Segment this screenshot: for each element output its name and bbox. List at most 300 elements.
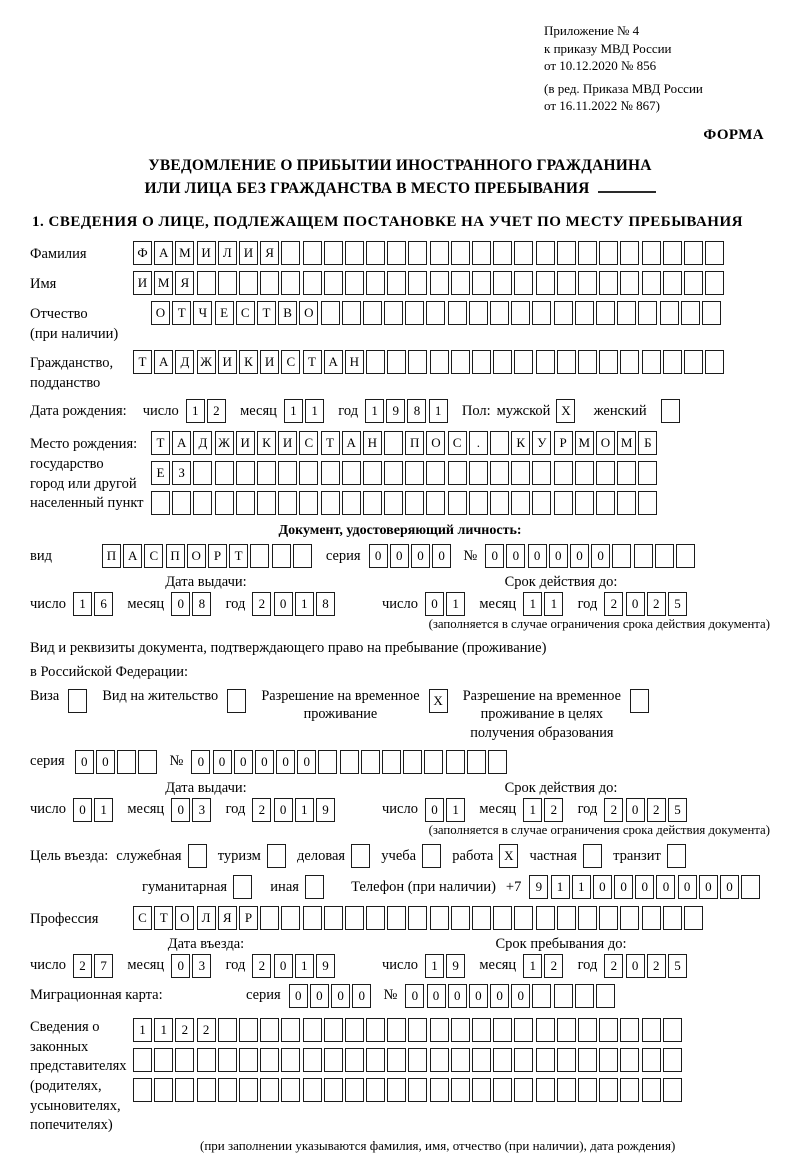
- cell[interactable]: 0: [171, 798, 190, 822]
- cell[interactable]: [705, 241, 724, 265]
- cell[interactable]: 0: [96, 750, 115, 774]
- cell[interactable]: [239, 1018, 258, 1042]
- cell[interactable]: [684, 241, 703, 265]
- cell[interactable]: 7: [94, 954, 113, 978]
- cell[interactable]: [345, 906, 364, 930]
- name-cells[interactable]: [133, 271, 726, 295]
- cell[interactable]: И: [197, 241, 216, 265]
- cell[interactable]: [490, 461, 509, 485]
- representatives-cells-row1[interactable]: [133, 1018, 684, 1042]
- cell[interactable]: [342, 301, 361, 325]
- purpose-checkbox[interactable]: [583, 844, 604, 868]
- cell[interactable]: К: [257, 431, 276, 455]
- cell[interactable]: [299, 491, 318, 515]
- purpose-checkbox[interactable]: [233, 875, 254, 899]
- cell[interactable]: С: [448, 431, 467, 455]
- cell[interactable]: [661, 399, 680, 423]
- cell[interactable]: [557, 241, 576, 265]
- cell[interactable]: [408, 1078, 427, 1102]
- cell[interactable]: [227, 689, 246, 713]
- cell[interactable]: [493, 350, 512, 374]
- cell[interactable]: [430, 1078, 449, 1102]
- cell[interactable]: [236, 491, 255, 515]
- cell[interactable]: [620, 271, 639, 295]
- cell[interactable]: [218, 271, 237, 295]
- cell[interactable]: [536, 271, 555, 295]
- cell[interactable]: Т: [303, 350, 322, 374]
- cell[interactable]: [490, 491, 509, 515]
- cell[interactable]: 1: [305, 399, 324, 423]
- cell[interactable]: Ч: [193, 301, 212, 325]
- cell[interactable]: [303, 241, 322, 265]
- residence-issue-month[interactable]: [171, 798, 213, 822]
- cell[interactable]: [303, 1078, 322, 1102]
- cell[interactable]: [681, 301, 700, 325]
- cell[interactable]: 5: [668, 592, 687, 616]
- cell[interactable]: [342, 461, 361, 485]
- cell[interactable]: [193, 491, 212, 515]
- cell[interactable]: [557, 906, 576, 930]
- cell[interactable]: Д: [175, 350, 194, 374]
- cell[interactable]: [620, 241, 639, 265]
- cell[interactable]: [133, 1078, 152, 1102]
- cell[interactable]: [620, 1078, 639, 1102]
- patronymic-cells[interactable]: [151, 301, 723, 325]
- cell[interactable]: [599, 350, 618, 374]
- cell[interactable]: [467, 750, 486, 774]
- cell[interactable]: 1: [365, 399, 384, 423]
- cell[interactable]: 0: [427, 984, 446, 1008]
- migration-number-cells[interactable]: [405, 984, 617, 1008]
- cell[interactable]: [469, 461, 488, 485]
- cell[interactable]: 2: [604, 798, 623, 822]
- cell[interactable]: 0: [528, 544, 547, 568]
- cell[interactable]: [175, 1078, 194, 1102]
- cell[interactable]: 0: [191, 750, 210, 774]
- cell[interactable]: П: [102, 544, 121, 568]
- cell[interactable]: [448, 301, 467, 325]
- cell[interactable]: [382, 750, 401, 774]
- cell[interactable]: [345, 1018, 364, 1042]
- cell[interactable]: 0: [289, 984, 308, 1008]
- cell[interactable]: 1: [284, 399, 303, 423]
- cell[interactable]: [617, 461, 636, 485]
- cell[interactable]: 1: [523, 954, 542, 978]
- cell[interactable]: [617, 491, 636, 515]
- cell[interactable]: 1: [295, 798, 314, 822]
- cell[interactable]: 3: [192, 954, 211, 978]
- cell[interactable]: [532, 984, 551, 1008]
- cell[interactable]: А: [172, 431, 191, 455]
- cell[interactable]: [408, 1018, 427, 1042]
- cell[interactable]: [239, 1048, 258, 1072]
- option-temp-residence-checkbox[interactable]: [429, 687, 450, 713]
- cell[interactable]: А: [154, 350, 173, 374]
- cell[interactable]: О: [175, 906, 194, 930]
- identity-expiry-month[interactable]: [523, 592, 565, 616]
- cell[interactable]: [612, 544, 631, 568]
- cell[interactable]: 0: [570, 544, 589, 568]
- cell[interactable]: [188, 844, 207, 868]
- entry-year[interactable]: [252, 954, 337, 978]
- cell[interactable]: 0: [390, 544, 409, 568]
- cell[interactable]: 0: [626, 954, 645, 978]
- cell[interactable]: [578, 241, 597, 265]
- cell[interactable]: 2: [252, 954, 271, 978]
- cell[interactable]: Я: [218, 906, 237, 930]
- cell[interactable]: 0: [626, 798, 645, 822]
- cell[interactable]: [384, 431, 403, 455]
- cell[interactable]: 0: [276, 750, 295, 774]
- purpose-checkbox[interactable]: [351, 844, 372, 868]
- cell[interactable]: [151, 491, 170, 515]
- cell[interactable]: Я: [260, 241, 279, 265]
- cell[interactable]: [324, 1048, 343, 1072]
- cell[interactable]: [620, 906, 639, 930]
- cell[interactable]: [281, 1048, 300, 1072]
- cell[interactable]: Р: [208, 544, 227, 568]
- cell[interactable]: [215, 461, 234, 485]
- cell[interactable]: [684, 906, 703, 930]
- cell[interactable]: [667, 844, 686, 868]
- cell[interactable]: [451, 241, 470, 265]
- cell[interactable]: [324, 241, 343, 265]
- identity-issue-month[interactable]: [171, 592, 213, 616]
- cell[interactable]: [620, 1048, 639, 1072]
- cell[interactable]: [267, 844, 286, 868]
- birth-place-cells-row2[interactable]: [151, 461, 660, 485]
- cell[interactable]: С: [133, 906, 152, 930]
- cell[interactable]: [430, 241, 449, 265]
- cell[interactable]: [260, 1078, 279, 1102]
- cell[interactable]: [451, 1018, 470, 1042]
- cell[interactable]: [557, 271, 576, 295]
- cell[interactable]: Е: [151, 461, 170, 485]
- representatives-cells-row3[interactable]: [133, 1078, 684, 1102]
- cell[interactable]: [575, 491, 594, 515]
- cell[interactable]: 1: [295, 592, 314, 616]
- stay-month[interactable]: [523, 954, 565, 978]
- cell[interactable]: 0: [297, 750, 316, 774]
- cell[interactable]: [218, 1078, 237, 1102]
- cell[interactable]: Т: [172, 301, 191, 325]
- cell[interactable]: [663, 1018, 682, 1042]
- cell[interactable]: М: [154, 271, 173, 295]
- cell[interactable]: 8: [316, 592, 335, 616]
- cell[interactable]: [324, 1078, 343, 1102]
- cell[interactable]: [154, 1078, 173, 1102]
- cell[interactable]: [408, 1048, 427, 1072]
- cell[interactable]: К: [239, 350, 258, 374]
- cell[interactable]: [324, 906, 343, 930]
- cell[interactable]: [488, 750, 507, 774]
- cell[interactable]: А: [154, 241, 173, 265]
- cell[interactable]: 1: [94, 798, 113, 822]
- cell[interactable]: [68, 689, 87, 713]
- cell[interactable]: М: [575, 431, 594, 455]
- cell[interactable]: [154, 1048, 173, 1072]
- cell[interactable]: [514, 271, 533, 295]
- cell[interactable]: [472, 1078, 491, 1102]
- cell[interactable]: [557, 1078, 576, 1102]
- cell[interactable]: [554, 984, 573, 1008]
- cell[interactable]: [218, 1018, 237, 1042]
- cell[interactable]: [260, 1048, 279, 1072]
- cell[interactable]: [451, 1078, 470, 1102]
- residence-series-cells[interactable]: [75, 750, 160, 774]
- doc-kind-cells[interactable]: [102, 544, 314, 568]
- cell[interactable]: [351, 844, 370, 868]
- cell[interactable]: [387, 271, 406, 295]
- cell[interactable]: 0: [591, 544, 610, 568]
- cell[interactable]: [575, 301, 594, 325]
- cell[interactable]: [303, 271, 322, 295]
- cell[interactable]: [514, 1018, 533, 1042]
- cell[interactable]: И: [133, 271, 152, 295]
- cell[interactable]: [303, 906, 322, 930]
- cell[interactable]: 5: [668, 798, 687, 822]
- representatives-cells-row2[interactable]: [133, 1048, 684, 1072]
- cell[interactable]: [345, 271, 364, 295]
- cell[interactable]: [197, 1078, 216, 1102]
- cell[interactable]: Д: [193, 431, 212, 455]
- cell[interactable]: [305, 875, 324, 899]
- cell[interactable]: [663, 241, 682, 265]
- cell[interactable]: 2: [252, 592, 271, 616]
- cell[interactable]: 3: [192, 798, 211, 822]
- cell[interactable]: П: [166, 544, 185, 568]
- cell[interactable]: [599, 271, 618, 295]
- cell[interactable]: [260, 906, 279, 930]
- birth-place-cells-row1[interactable]: [151, 431, 660, 455]
- cell[interactable]: У: [532, 431, 551, 455]
- cell[interactable]: [172, 491, 191, 515]
- entry-month[interactable]: [171, 954, 213, 978]
- cell[interactable]: [514, 350, 533, 374]
- cell[interactable]: Т: [154, 906, 173, 930]
- cell[interactable]: [260, 271, 279, 295]
- birth-month-cells[interactable]: [284, 399, 326, 423]
- cell[interactable]: И: [239, 241, 258, 265]
- cell[interactable]: [366, 271, 385, 295]
- cell[interactable]: 9: [316, 954, 335, 978]
- cell[interactable]: 1: [425, 954, 444, 978]
- cell[interactable]: [239, 1078, 258, 1102]
- cell[interactable]: [655, 544, 674, 568]
- cell[interactable]: [293, 544, 312, 568]
- cell[interactable]: 0: [411, 544, 430, 568]
- cell[interactable]: 1: [544, 592, 563, 616]
- cell[interactable]: [469, 491, 488, 515]
- identity-expiry-day[interactable]: [425, 592, 467, 616]
- purpose-checkbox[interactable]: [667, 844, 688, 868]
- cell[interactable]: [366, 1018, 385, 1042]
- cell[interactable]: [197, 271, 216, 295]
- cell[interactable]: [345, 1078, 364, 1102]
- cell[interactable]: 0: [720, 875, 739, 899]
- cell[interactable]: [363, 461, 382, 485]
- cell[interactable]: Л: [218, 241, 237, 265]
- cell[interactable]: [684, 350, 703, 374]
- cell[interactable]: [511, 301, 530, 325]
- cell[interactable]: [408, 906, 427, 930]
- cell[interactable]: [596, 491, 615, 515]
- cell[interactable]: [578, 350, 597, 374]
- cell[interactable]: 0: [490, 984, 509, 1008]
- cell[interactable]: 1: [572, 875, 591, 899]
- cell[interactable]: 1: [154, 1018, 173, 1042]
- cell[interactable]: [578, 1078, 597, 1102]
- cell[interactable]: [472, 906, 491, 930]
- cell[interactable]: [446, 750, 465, 774]
- cell[interactable]: [272, 544, 291, 568]
- option-visa-checkbox[interactable]: [68, 687, 89, 713]
- cell[interactable]: [596, 461, 615, 485]
- cell[interactable]: [363, 301, 382, 325]
- cell[interactable]: Р: [554, 431, 573, 455]
- cell[interactable]: О: [426, 431, 445, 455]
- cell[interactable]: Т: [257, 301, 276, 325]
- cell[interactable]: [620, 350, 639, 374]
- cell[interactable]: [596, 301, 615, 325]
- cell[interactable]: [426, 461, 445, 485]
- purpose-checkbox[interactable]: [422, 844, 443, 868]
- cell[interactable]: [578, 1018, 597, 1042]
- cell[interactable]: 2: [604, 592, 623, 616]
- cell[interactable]: [345, 1048, 364, 1072]
- cell[interactable]: [387, 1078, 406, 1102]
- cell[interactable]: 2: [604, 954, 623, 978]
- cell[interactable]: О: [187, 544, 206, 568]
- cell[interactable]: [366, 1048, 385, 1072]
- cell[interactable]: [684, 271, 703, 295]
- cell[interactable]: [493, 1018, 512, 1042]
- identity-issue-day[interactable]: [73, 592, 115, 616]
- cell[interactable]: [197, 1048, 216, 1072]
- cell[interactable]: [663, 271, 682, 295]
- cell[interactable]: 1: [551, 875, 570, 899]
- cell[interactable]: [281, 906, 300, 930]
- cell[interactable]: [557, 1048, 576, 1072]
- cell[interactable]: [387, 906, 406, 930]
- cell[interactable]: 2: [252, 798, 271, 822]
- cell[interactable]: [345, 241, 364, 265]
- cell[interactable]: 6: [94, 592, 113, 616]
- cell[interactable]: 0: [432, 544, 451, 568]
- cell[interactable]: [387, 1018, 406, 1042]
- doc-series-cells[interactable]: [369, 544, 454, 568]
- cell[interactable]: [430, 1018, 449, 1042]
- cell[interactable]: [278, 461, 297, 485]
- cell[interactable]: [430, 350, 449, 374]
- cell[interactable]: [303, 1048, 322, 1072]
- surname-cells[interactable]: [133, 241, 726, 265]
- cell[interactable]: О: [596, 431, 615, 455]
- cell[interactable]: 0: [425, 592, 444, 616]
- cell[interactable]: [361, 750, 380, 774]
- cell[interactable]: [642, 271, 661, 295]
- cell[interactable]: [514, 241, 533, 265]
- cell[interactable]: Ж: [215, 431, 234, 455]
- cell[interactable]: [236, 461, 255, 485]
- cell[interactable]: 9: [316, 798, 335, 822]
- sex-male-checkbox[interactable]: [556, 399, 577, 423]
- cell[interactable]: 0: [425, 798, 444, 822]
- cell[interactable]: Н: [363, 431, 382, 455]
- option-residence-permit-checkbox[interactable]: [227, 687, 248, 713]
- cell[interactable]: [554, 301, 573, 325]
- cell[interactable]: С: [281, 350, 300, 374]
- cell[interactable]: 0: [352, 984, 371, 1008]
- cell[interactable]: [511, 461, 530, 485]
- cell[interactable]: [193, 461, 212, 485]
- cell[interactable]: [493, 271, 512, 295]
- cell[interactable]: О: [151, 301, 170, 325]
- purpose-checkbox[interactable]: [499, 844, 520, 868]
- cell[interactable]: [741, 875, 760, 899]
- cell[interactable]: 2: [207, 399, 226, 423]
- cell[interactable]: [451, 271, 470, 295]
- cell[interactable]: 2: [175, 1018, 194, 1042]
- cell[interactable]: [387, 241, 406, 265]
- cell[interactable]: [642, 1048, 661, 1072]
- cell[interactable]: [638, 301, 657, 325]
- cell[interactable]: [448, 491, 467, 515]
- cell[interactable]: Т: [321, 431, 340, 455]
- purpose-checkbox[interactable]: [188, 844, 209, 868]
- stay-day[interactable]: [425, 954, 467, 978]
- cell[interactable]: 0: [511, 984, 530, 1008]
- cell[interactable]: [642, 1018, 661, 1042]
- cell[interactable]: [532, 491, 551, 515]
- cell[interactable]: [532, 301, 551, 325]
- cell[interactable]: 0: [448, 984, 467, 1008]
- identity-expiry-year[interactable]: [604, 592, 689, 616]
- migration-series-cells[interactable]: [289, 984, 374, 1008]
- cell[interactable]: [281, 1078, 300, 1102]
- cell[interactable]: [536, 906, 555, 930]
- birth-day-cells[interactable]: [186, 399, 228, 423]
- residence-expiry-day[interactable]: [425, 798, 467, 822]
- cell[interactable]: З: [172, 461, 191, 485]
- cell[interactable]: Б: [638, 431, 657, 455]
- cell[interactable]: 5: [668, 954, 687, 978]
- cell[interactable]: [554, 491, 573, 515]
- cell[interactable]: [281, 241, 300, 265]
- cell[interactable]: [642, 1078, 661, 1102]
- cell[interactable]: [472, 271, 491, 295]
- cell[interactable]: [472, 1018, 491, 1042]
- cell[interactable]: 0: [274, 592, 293, 616]
- purpose-checkbox[interactable]: [305, 875, 326, 899]
- cell[interactable]: М: [175, 241, 194, 265]
- cell[interactable]: 0: [369, 544, 388, 568]
- cell[interactable]: [299, 461, 318, 485]
- cell[interactable]: И: [278, 431, 297, 455]
- cell[interactable]: 0: [171, 954, 190, 978]
- cell[interactable]: 0: [469, 984, 488, 1008]
- cell[interactable]: 0: [331, 984, 350, 1008]
- cell[interactable]: 0: [699, 875, 718, 899]
- cell[interactable]: [218, 1048, 237, 1072]
- cell[interactable]: [303, 1018, 322, 1042]
- cell[interactable]: [318, 750, 337, 774]
- cell[interactable]: [599, 1018, 618, 1042]
- cell[interactable]: 2: [647, 954, 666, 978]
- cell[interactable]: 2: [73, 954, 92, 978]
- cell[interactable]: [472, 241, 491, 265]
- cell[interactable]: [599, 906, 618, 930]
